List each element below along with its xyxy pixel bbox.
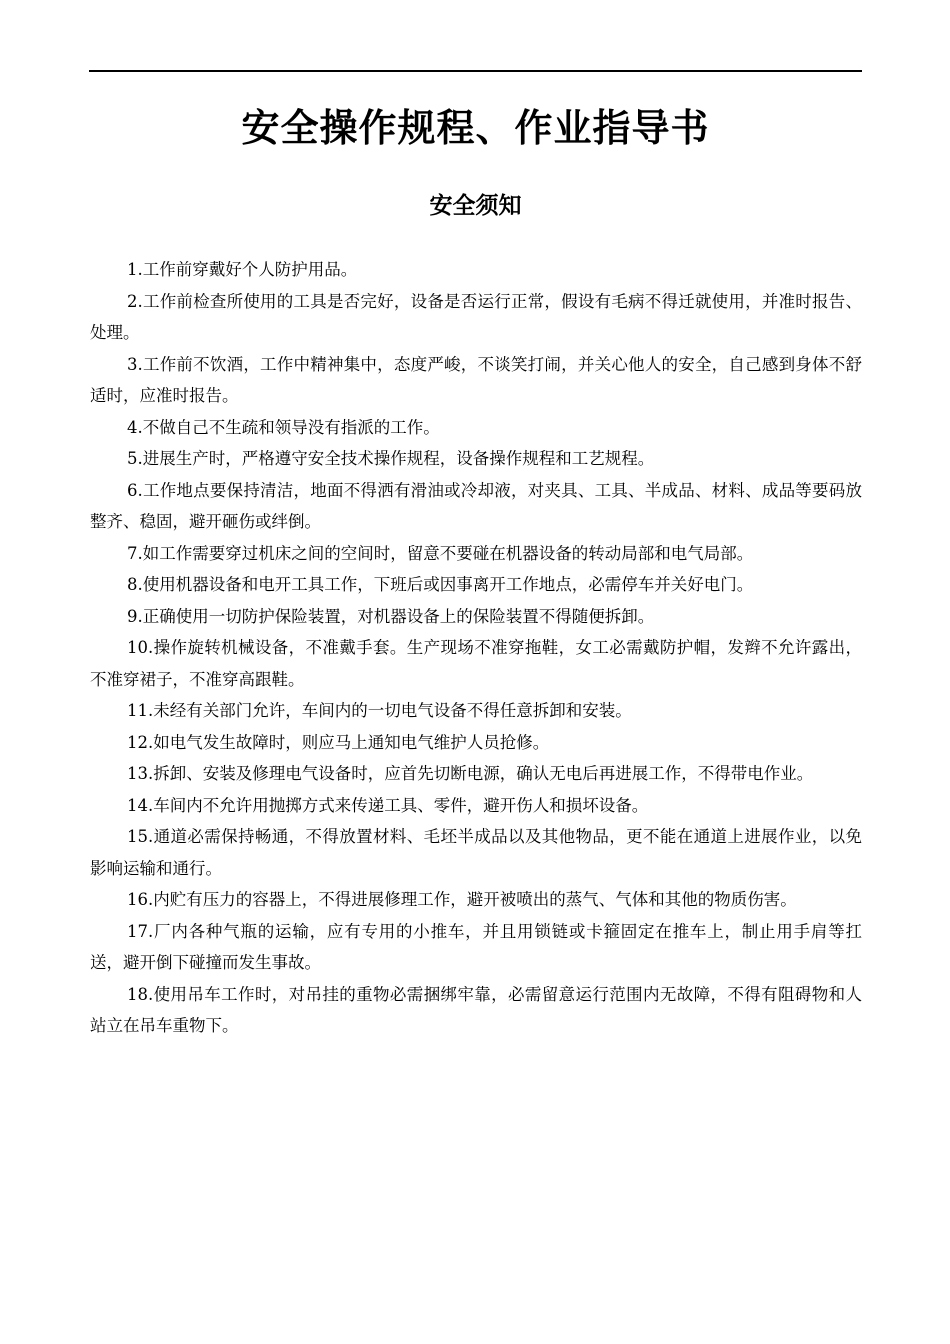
rule-item: 2.工作前检查所使用的工具是否完好，设备是否运行正常，假设有毛病不得迁就使用，并准时报告、处理。 [90,291,862,342]
rule-item: 14.车间内不允许用抛掷方式来传递工具、零件，避开伤人和损坏设备。 [127,795,649,815]
rule-item: 9.正确使用一切防护保险装置，对机器设备上的保险装置不得随便拆卸。 [127,606,655,626]
rule-item: 8.使用机器设备和电开工具工作，下班后或因事离开工作地点，必需停车并关好电门。 [127,575,754,594]
rule-item: 12.如电气发生故障时，则应马上通知电气维护人员抢修。 [127,732,550,752]
document-title: 安全操作规程、作业指导书 [241,106,710,150]
rule-item: 10.操作旋转机械设备，不准戴手套。生产现场不准穿拖鞋，女工必需戴防护帽，发辫不允许露出，不准穿裙子，不准穿高跟鞋。 [90,638,862,689]
rule-item: 1.工作前穿戴好个人防护用品。 [127,260,358,279]
safety-rules-list [90,254,862,1042]
rule-item: 13.拆卸、安装及修理电气设备时，应首先切断电源，确认无电后再进展工作，不得带电作业。 [127,764,814,783]
rule-item: 3.工作前不饮酒，工作中精神集中，态度严峻，不谈笑打闹，并关心他人的安全，自己感到身体不舒适时，应准时报告。 [90,354,862,405]
rule-item: 7.如工作需要穿过机床之间的空间时，留意不要碰在机器设备的转动局部和电气局部。 [127,543,754,563]
rule-item: 16.内贮有压力的容器上，不得进展修理工作，避开被喷出的蒸气、气体和其他的物质伤害。 [127,890,797,909]
section-title: 安全须知 [429,193,522,219]
rule-item: 18.使用吊车工作时，对吊挂的重物必需捆绑牢靠，必需留意运行范围内无故障，不得有阻碍物和人站立在吊车重物下。 [90,984,862,1035]
rule-item: 4.不做自己不生疏和领导没有指派的工作。 [127,417,440,437]
rule-item: 6.工作地点要保持清洁，地面不得洒有滑油或冷却液，对夹具、工具、半成品、材料、成品等要码放整齐、稳固，避开砸伤或绊倒。 [90,480,862,531]
header-rule [89,70,862,72]
rule-item: 15.通道必需保持畅通，不得放置材料、毛坯半成品以及其他物品，更不能在通道上进展作业，以免影响运输和通行。 [90,827,862,878]
rule-item: 5.进展生产时，严格遵守安全技术操作规程，设备操作规程和工艺规程。 [127,449,655,468]
rule-item: 11.未经有关部门允许，车间内的一切电气设备不得任意拆卸和安装。 [127,701,632,720]
rule-item: 17.厂内各种气瓶的运输，应有专用的小推车，并且用锁链或卡箍固定在推车上，制止用手肩等扛送，避开倒下碰撞而发生事故。 [90,921,862,972]
